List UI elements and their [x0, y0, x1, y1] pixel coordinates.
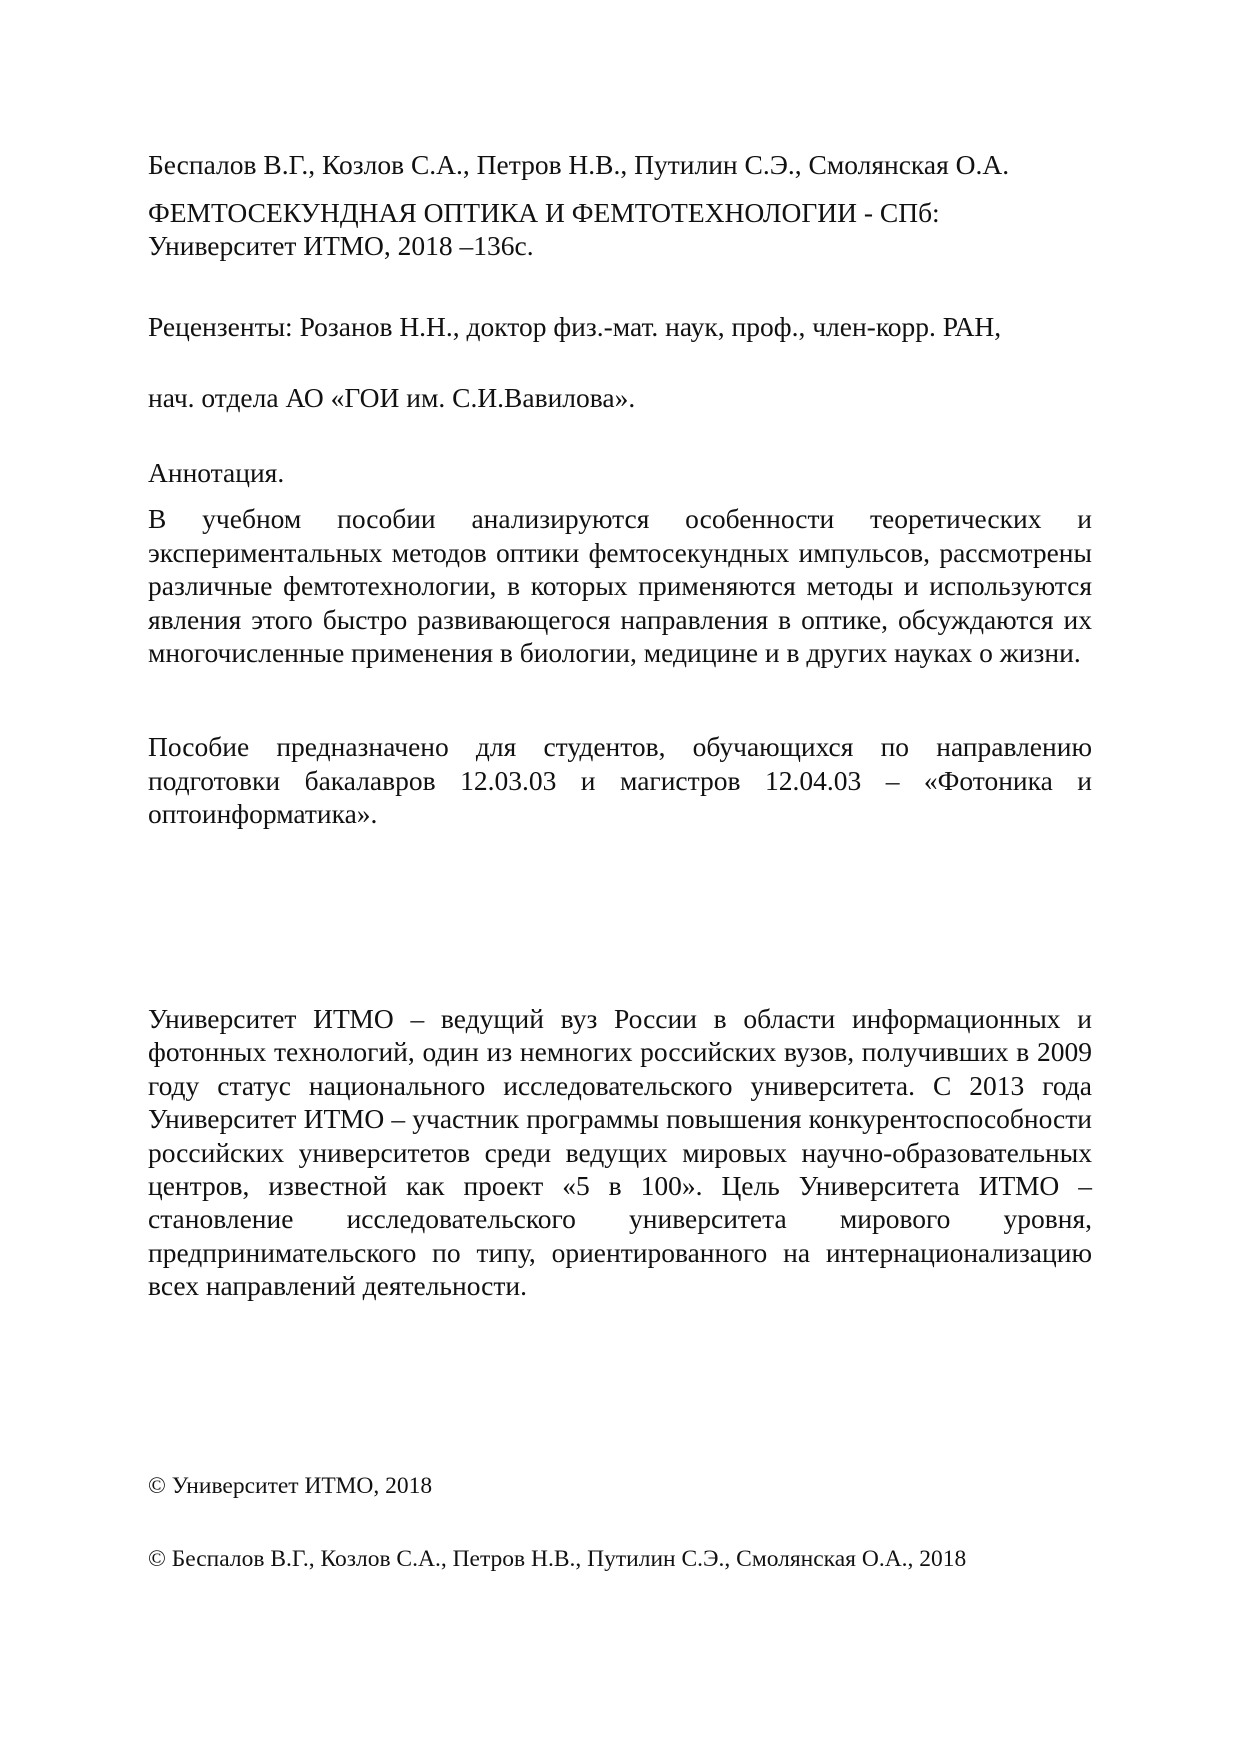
annotation-paragraph: В учебном пособии анализируются особенности теоретических и экспериментальных методов оптики фемтосекундных импульсов, рассмотрены различные фемтотехнологии, в которых применяются методы и используются явления этого быстро развивающегося направления в оптике, обсуждаются их многочисленные применения в биологии, медицине и в других науках о жизни. [148, 503, 1092, 668]
reviewer-organization: нач. отдела АО «ГОИ им. С.И.Вавилова». [148, 382, 636, 413]
book-title: ФЕМТОСЕКУНДНАЯ ОПТИКА И ФЕМТОТЕХНОЛОГИИ - СПб: [148, 197, 940, 228]
university-paragraph: Университет ИТМО – ведущий вуз России в области информационных и фотонных технологий, один из немногих российских вузов, получивших в 2009 году статус национального исследовательского университета. С 2013 года Университет ИТМО – участник программы повышения конкурентоспособности российских университетов среди ведущих мировых научно-образовательных центров, известной как проект «5 в 100». Цель Университета ИТМО – становление исследовательского университета мирового уровня, предпринимательского по типу, ориентированного на интернационализацию всех направлений деятельности. [148, 1003, 1092, 1302]
purpose-paragraph: Пособие предназначено для студентов, обучающихся по направлению подготовки бакалавров 12.03.03 и магистров 12.04.03 – «Фотоника и оптоинформатика». [148, 731, 1092, 829]
reviewers-line: Рецензенты: Розанов Н.Н., доктор физ.-мат. наук, проф., член-корр. РАН, [148, 311, 1002, 342]
publisher-info: Университет ИТМО, 2018 –136с. [148, 230, 534, 261]
annotation-heading: Аннотация. [148, 457, 285, 488]
copyright-university: © Университет ИТМО, 2018 [148, 1473, 433, 1499]
copyright-authors: © Беспалов В.Г., Козлов С.А., Петров Н.В., Путилин С.Э., Смолянская О.А., 2018 [148, 1546, 967, 1572]
authors-line: Беспалов В.Г., Козлов С.А., Петров Н.В., Путилин С.Э., Смолянская О.А. [148, 149, 1010, 180]
